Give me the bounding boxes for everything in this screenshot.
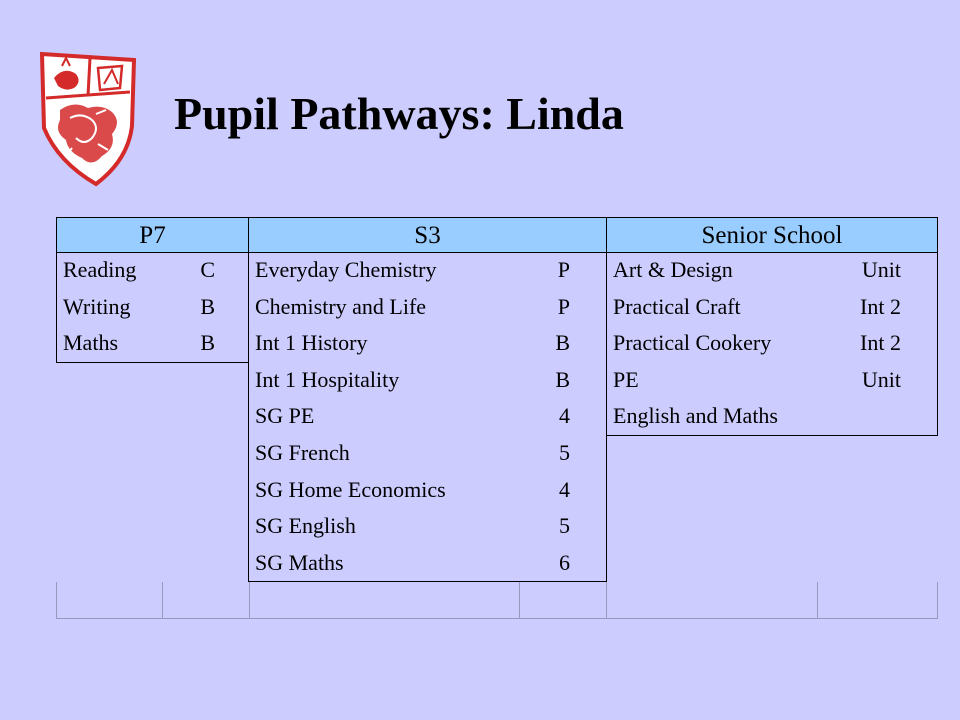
subject-grade: Int 2 (860, 293, 901, 319)
p7-header: P7 (56, 217, 249, 253)
table-row (607, 362, 937, 399)
subject-name: SG French (255, 439, 350, 465)
subject-name: Art & Design (613, 257, 733, 282)
page-title: Pupil Pathways: Linda (174, 88, 624, 139)
subject-name: Practical Cookery (613, 330, 772, 356)
subject-name: SG English (255, 513, 356, 539)
subject-grade: B (555, 366, 570, 392)
cell-divider (606, 582, 607, 618)
subject-name: Maths (63, 330, 118, 356)
subject-grade: B (555, 330, 570, 356)
table-row (607, 252, 937, 289)
table-row (249, 289, 606, 326)
subject-grade: 4 (559, 403, 570, 429)
table-row (249, 545, 606, 582)
cell-divider (56, 582, 57, 618)
subject-grade: B (200, 293, 215, 319)
cell-divider (817, 582, 818, 618)
table-row (249, 325, 606, 362)
subject-grade: P (557, 257, 570, 282)
subject-grade: C (200, 257, 215, 282)
cell-divider (519, 582, 520, 618)
subject-name: PE (613, 366, 639, 392)
subject-grade: Unit (861, 257, 901, 282)
subject-name: Reading (63, 257, 137, 282)
s3-body (248, 252, 607, 582)
empty-table-row (56, 582, 938, 619)
table-row (249, 508, 606, 545)
school-crest-logo (36, 48, 140, 190)
senior-school-header: Senior School (606, 217, 938, 253)
subject-name: Everyday Chemistry (255, 257, 437, 282)
subject-name: SG Home Economics (255, 476, 446, 502)
table-row (249, 472, 606, 509)
subject-name: SG Maths (255, 549, 344, 575)
s3-header: S3 (248, 217, 607, 253)
subject-grade: 4 (559, 476, 570, 502)
subject-name: English and Maths (613, 403, 778, 429)
table-row (249, 398, 606, 435)
subject-grade: Unit (861, 366, 901, 392)
table-row (249, 435, 606, 472)
subject-grade: B (200, 330, 215, 356)
subject-name: SG PE (255, 403, 315, 429)
table-row (57, 289, 248, 326)
table-row (57, 252, 248, 289)
subject-grade: Int 2 (860, 330, 901, 356)
table-row (249, 252, 606, 289)
subject-grade: 5 (559, 513, 570, 539)
subject-name: Int 1 History (255, 330, 368, 356)
subject-name: Practical Craft (613, 293, 741, 319)
table-row (57, 325, 248, 362)
subject-name: Writing (63, 293, 131, 319)
cell-divider (937, 582, 938, 618)
subject-grade: P (557, 293, 570, 319)
table-row (249, 362, 606, 399)
cell-divider (162, 582, 163, 618)
subject-name: Int 1 Hospitality (255, 366, 400, 392)
subject-name: Chemistry and Life (255, 293, 427, 319)
subject-grade: 5 (559, 439, 570, 465)
table-row (607, 398, 937, 435)
table-row (607, 289, 937, 326)
table-row (607, 325, 937, 362)
p7-body (56, 252, 249, 363)
subject-grade: 6 (559, 549, 570, 575)
senior-school-body (606, 252, 938, 436)
cell-divider (249, 582, 250, 618)
